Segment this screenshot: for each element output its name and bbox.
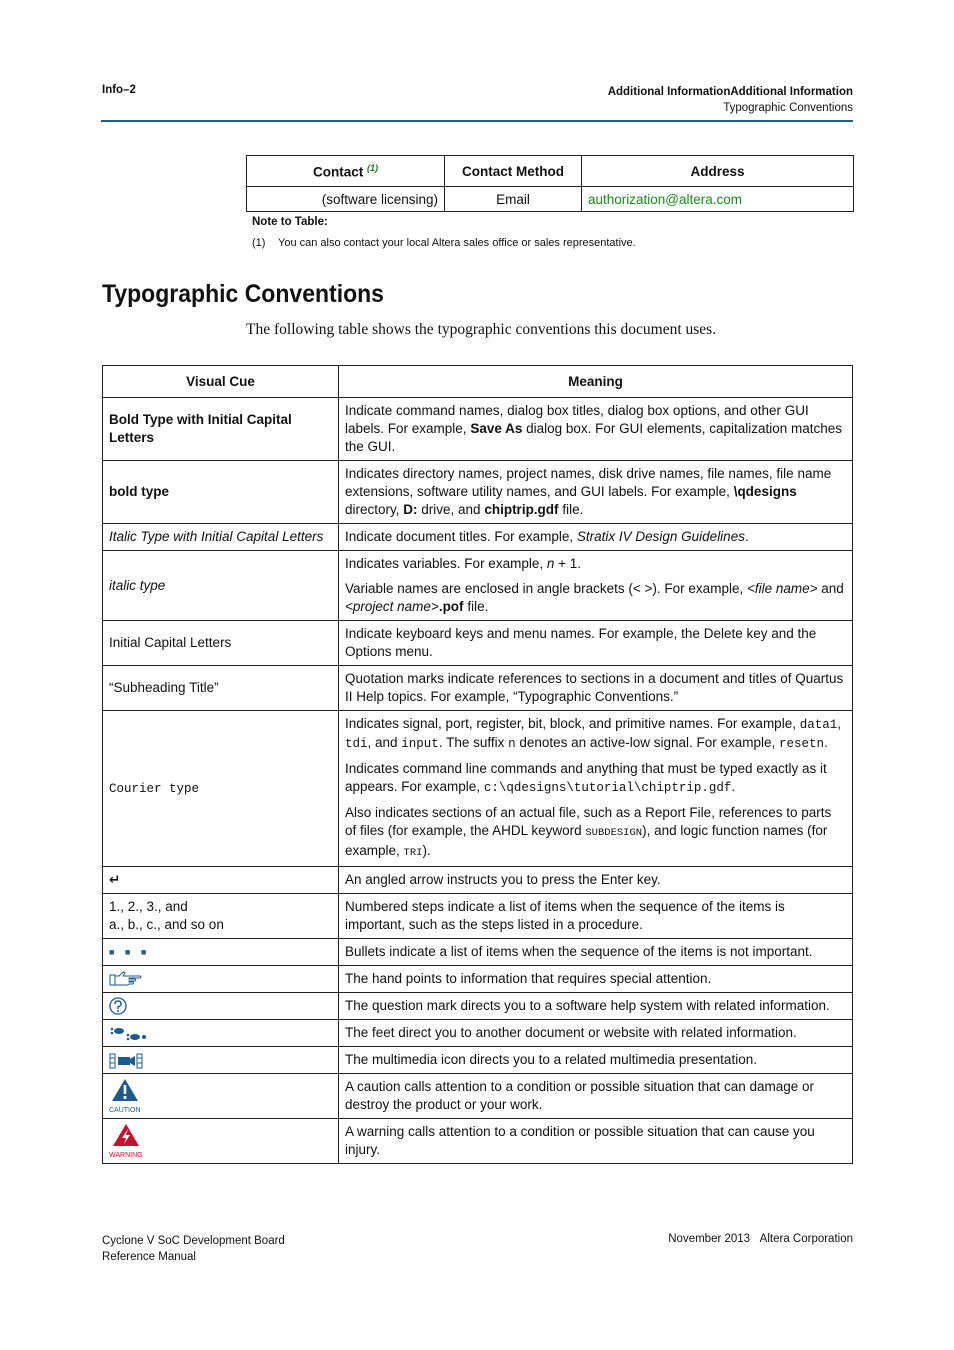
running-header bbox=[608, 84, 853, 116]
table-row bbox=[103, 894, 853, 939]
note-title: Note to Table: bbox=[252, 216, 328, 228]
method-cell: Email bbox=[445, 187, 582, 212]
meaning-text: file. bbox=[463, 599, 489, 614]
meaning-italic: Stratix IV Design Guidelines bbox=[576, 529, 745, 544]
meaning-text: file. bbox=[558, 502, 584, 517]
conventions-table bbox=[102, 365, 853, 1164]
meaning-text: . The suffix bbox=[438, 735, 509, 750]
meaning-text: denotes an active-low signal. For example, bbox=[515, 735, 780, 750]
page-number: Info–2 bbox=[102, 84, 136, 96]
meaning-italic: <file name> bbox=[746, 581, 818, 596]
meaning-text: Indicates signal, port, register, bit, block, and primitive names. For example, bbox=[345, 716, 800, 731]
footer-date: November 2013 bbox=[668, 1233, 751, 1245]
meaning-text: . bbox=[824, 735, 828, 750]
caution-triangle-icon bbox=[110, 1078, 140, 1102]
contact-header-label: Contact bbox=[312, 164, 364, 180]
cue-cell bbox=[103, 1020, 339, 1047]
meaning-text: directory, bbox=[345, 502, 404, 517]
table-row bbox=[103, 711, 853, 867]
cue-cell: italic type bbox=[103, 551, 339, 621]
meaning-text: Indicate document titles. For example, bbox=[345, 529, 577, 544]
chapter-title: Additional InformationAdditional Information bbox=[607, 86, 853, 98]
table-row bbox=[103, 621, 853, 666]
meaning-italic: n bbox=[546, 556, 555, 571]
table-row bbox=[103, 1047, 853, 1074]
meaning-text: , bbox=[837, 716, 841, 731]
table-row bbox=[103, 398, 853, 461]
meaning-cell: Indicate keyboard keys and menu names. For example, the Delete key and the Options menu. bbox=[339, 621, 853, 666]
bullets-icon: ■ ■ ■ bbox=[103, 939, 339, 966]
meaning-text: Indicates command line commands and anything that must be typed exactly as it appears. For example, bbox=[345, 761, 827, 794]
meaning-text: dialog box. For GUI elements, capitalization matches the GUI. bbox=[345, 421, 843, 454]
warning-label: WARNING bbox=[109, 1152, 143, 1160]
table-row bbox=[103, 993, 853, 1020]
footer-doc-title-line: Cyclone V SoC Development Board bbox=[102, 1235, 285, 1247]
meaning-code: resetn bbox=[779, 737, 825, 751]
meaning-code: data1 bbox=[799, 718, 838, 732]
meaning-text: drive, and bbox=[417, 502, 485, 517]
feet-icon bbox=[109, 1026, 147, 1042]
meaning-code: n bbox=[508, 737, 516, 751]
meaning-code: SUBDESIGN bbox=[585, 827, 643, 839]
table-row bbox=[103, 966, 853, 993]
meaning-bold: D: bbox=[403, 502, 418, 517]
footer-doc-title bbox=[102, 1233, 285, 1265]
caution-label: CAUTION bbox=[109, 1107, 141, 1115]
meaning-bold: chiptrip.gdf bbox=[484, 502, 559, 517]
intro-paragraph: The following table shows the typographic conventions this document uses. bbox=[246, 321, 717, 338]
address-header: Address bbox=[582, 156, 854, 187]
contact-table bbox=[246, 155, 854, 212]
meaning-text: ), and logic function names (for example, bbox=[345, 823, 828, 858]
meaning-cell: The hand points to information that requires special attention. bbox=[339, 966, 853, 993]
meaning-text: Indicates directory names, project names, disk drive names, file names, file name extensions, software utility names, and GUI labels. For example, bbox=[345, 466, 832, 499]
meaning-text: . bbox=[731, 779, 736, 794]
cue-cell bbox=[103, 894, 339, 939]
meaning-code: TRI bbox=[403, 847, 423, 859]
meaning-italic: <project name> bbox=[345, 599, 439, 614]
meaning-cell: A caution calls attention to a condition or possible situation that can damage or destroy the product or your work. bbox=[339, 1074, 853, 1119]
cue-line: a., b., c., and so on bbox=[109, 917, 224, 932]
cue-line: 1., 2., 3., and bbox=[109, 899, 188, 914]
meaning-bold: Save As bbox=[470, 421, 523, 436]
method-header: Contact Method bbox=[445, 156, 582, 187]
meaning-cell: A warning calls attention to a condition or possible situation that can cause you injury. bbox=[339, 1119, 853, 1164]
meaning-text: , and bbox=[367, 735, 402, 750]
meaning-header: Meaning bbox=[339, 366, 853, 398]
meaning-bold: .pof bbox=[438, 599, 464, 614]
meaning-text: Also indicates sections of an actual file, such as a Report File, references to parts of files (for example, the AHDL keyword bbox=[345, 805, 832, 838]
table-row bbox=[103, 1119, 853, 1164]
meaning-cell bbox=[339, 551, 853, 621]
section-heading: Typographic Conventions bbox=[102, 280, 384, 308]
hand-pointing-icon bbox=[109, 971, 143, 987]
meaning-cell bbox=[339, 711, 853, 867]
table-row bbox=[103, 1074, 853, 1119]
meaning-text: . bbox=[744, 529, 749, 544]
cue-cell: Bold Type with Initial Capital Letters bbox=[103, 398, 339, 461]
caution-icon bbox=[109, 1078, 141, 1114]
meaning-cell: The question mark directs you to a software help system with related information. bbox=[339, 993, 853, 1020]
cue-cell bbox=[103, 1119, 339, 1164]
footer-date-company bbox=[668, 1233, 853, 1245]
cue-cell: bold type bbox=[103, 461, 339, 524]
table-row bbox=[103, 1020, 853, 1047]
meaning-code: tdi bbox=[345, 737, 368, 751]
meaning-text: Variable names are enclosed in angle brackets (< >). For example, bbox=[345, 581, 747, 596]
cue-cell bbox=[103, 966, 339, 993]
warning-triangle-icon bbox=[111, 1123, 141, 1147]
table-row bbox=[247, 187, 854, 212]
note-text bbox=[252, 237, 636, 249]
address-link[interactable]: authorization@altera.com bbox=[582, 187, 854, 212]
meaning-text: Indicates variables. For example, bbox=[345, 556, 547, 571]
table-row bbox=[103, 461, 853, 524]
cue-cell: Initial Capital Letters bbox=[103, 621, 339, 666]
note-ref[interactable]: (1) bbox=[367, 162, 378, 173]
multimedia-icon bbox=[109, 1053, 143, 1069]
enter-arrow-icon: ↵ bbox=[103, 867, 339, 894]
table-row bbox=[103, 939, 853, 966]
meaning-cell: An angled arrow instructs you to press the Enter key. bbox=[339, 867, 853, 894]
cue-cell: Courier type bbox=[103, 711, 339, 867]
cue-cell bbox=[103, 1074, 339, 1119]
cue-cell bbox=[103, 993, 339, 1020]
meaning-cell: Quotation marks indicate references to sections in a document and titles of Quartus II Help topics. For example, “Typographic Conventions.” bbox=[339, 666, 853, 711]
cue-cell: “Subheading Title” bbox=[103, 666, 339, 711]
meaning-cell bbox=[339, 398, 853, 461]
meaning-cell bbox=[339, 524, 853, 551]
meaning-cell: Bullets indicate a list of items when the sequence of the items is not important. bbox=[339, 939, 853, 966]
meaning-text: ). bbox=[422, 843, 431, 858]
meaning-code: c:\qdesigns\tutorial\chiptrip.gdf bbox=[483, 781, 732, 795]
header-rule bbox=[101, 120, 853, 122]
visual-cue-header: Visual Cue bbox=[103, 366, 339, 398]
table-row bbox=[103, 867, 853, 894]
meaning-text: and bbox=[817, 581, 844, 596]
meaning-cell: Numbered steps indicate a list of items when the sequence of the items is important, such as the steps listed in a procedure. bbox=[339, 894, 853, 939]
cue-cell bbox=[103, 1047, 339, 1074]
meaning-cell: The multimedia icon directs you to a related multimedia presentation. bbox=[339, 1047, 853, 1074]
table-row bbox=[103, 524, 853, 551]
contact-cell: (software licensing) bbox=[247, 187, 445, 212]
question-mark-icon bbox=[109, 997, 127, 1015]
meaning-cell: The feet direct you to another document or website with related information. bbox=[339, 1020, 853, 1047]
contact-header bbox=[247, 156, 445, 187]
footer-doc-subtitle-line: Reference Manual bbox=[102, 1251, 196, 1263]
table-row bbox=[103, 666, 853, 711]
meaning-cell bbox=[339, 461, 853, 524]
meaning-text: Indicate command names, dialog box titles, dialog box options, and other GUI labels. For example, bbox=[345, 403, 809, 436]
section-running-title: Typographic Conventions bbox=[723, 102, 853, 114]
table-row bbox=[103, 551, 853, 621]
meaning-code: input bbox=[401, 737, 439, 751]
note-body: You can also contact your local Altera sales office or sales representative. bbox=[278, 237, 636, 249]
footer-company: Altera Corporation bbox=[759, 1233, 853, 1245]
cue-cell: Italic Type with Initial Capital Letters bbox=[103, 524, 339, 551]
meaning-text: + 1. bbox=[554, 556, 582, 571]
meaning-bold: \qdesigns bbox=[733, 484, 797, 499]
note-number: (1) bbox=[252, 237, 266, 249]
warning-icon bbox=[109, 1123, 143, 1159]
